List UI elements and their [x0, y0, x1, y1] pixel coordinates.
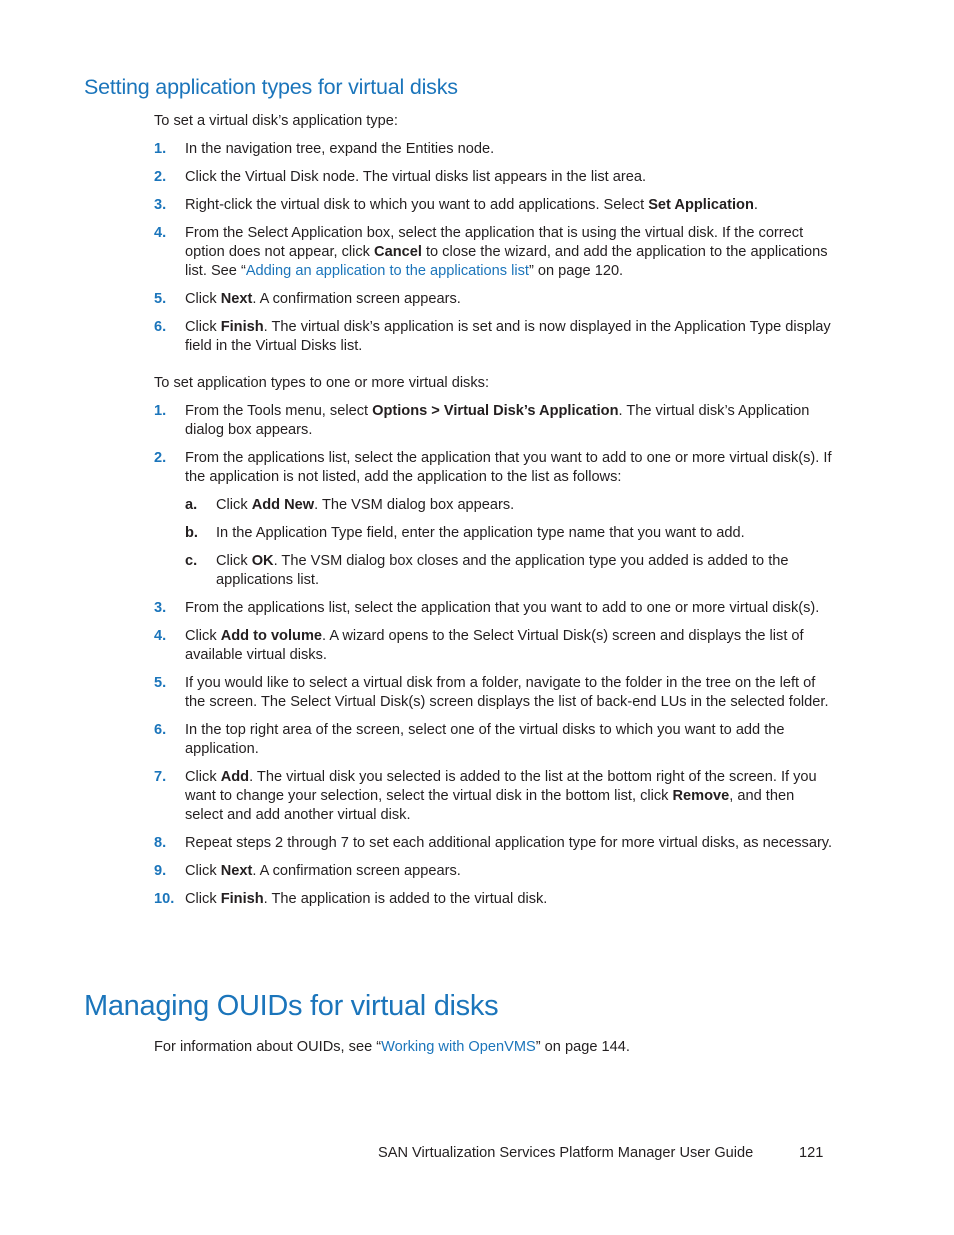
ui-term: Remove: [672, 788, 730, 804]
ui-term: Options > Virtual Disk’s Application: [372, 403, 619, 419]
step-number: 3.: [154, 600, 167, 616]
step-item: [154, 168, 834, 187]
step-number: 1.: [154, 141, 167, 157]
text-run: . The virtual disk you selected is added to the list at the bottom right of the screen. If you want to change your selection, select the virtual disk in the bottom list, click: [185, 769, 817, 804]
ui-term: Finish: [220, 891, 264, 907]
substep-text: [216, 524, 834, 543]
procedure-list: [154, 140, 834, 365]
intro-text: To set a virtual disk’s application type:: [154, 113, 398, 129]
text-run: Click: [185, 628, 221, 644]
step-item: [154, 449, 834, 590]
step-number: 10.: [154, 891, 175, 907]
text-run: Click: [185, 319, 221, 335]
ui-term: Finish: [220, 319, 264, 335]
step-number: 2.: [154, 169, 167, 185]
step-text: [185, 290, 834, 309]
step-number: 1.: [154, 403, 167, 419]
step-number: 6.: [154, 319, 167, 335]
text-run: From the Select Application box, select the application that is using the virtual disk. If the correct option does not appear, click: [185, 225, 804, 260]
step-text: [185, 862, 834, 881]
substep-letter: c.: [185, 553, 198, 569]
step-number: 9.: [154, 863, 167, 879]
text-run: In the top right area of the screen, select one of the virtual disks to which you want to add the application.: [185, 722, 785, 757]
step-text: [185, 402, 834, 440]
step-number: 7.: [154, 769, 167, 785]
step-text: [185, 674, 834, 712]
step-number: 4.: [154, 628, 167, 644]
section-heading: Managing OUIDs for virtual disks: [84, 990, 499, 1022]
ui-term: Add: [220, 769, 250, 785]
text-run: Right-click the virtual disk to which you want to add applications. Select: [185, 197, 649, 213]
substep-item: [185, 552, 834, 590]
step-item: [154, 402, 834, 440]
substep-letter: a.: [185, 497, 198, 513]
footer-guide-title: SAN Virtualization Services Platform Manager User Guide: [378, 1145, 754, 1161]
text-run: ” on page 120.: [528, 263, 624, 279]
text-run: Click: [185, 863, 221, 879]
text-run: . A confirmation screen appears.: [252, 863, 461, 879]
ui-term: Next: [220, 863, 253, 879]
text-run: In the Application Type field, enter the application type name that you want to add.: [216, 525, 745, 541]
text-run: . The VSM dialog box appears.: [314, 497, 515, 513]
step-text: [185, 627, 834, 665]
text-run: . A wizard opens to the Select Virtual Disk(s) screen and displays the list of available virtual disks.: [185, 628, 804, 663]
step-item: [154, 318, 834, 356]
step-text: [185, 599, 834, 618]
text-run: Click: [216, 553, 252, 569]
ui-term: Next: [220, 291, 253, 307]
text-run: From the Tools menu, select: [185, 403, 373, 419]
step-text: [185, 318, 834, 356]
text-run: From the applications list, select the application that you want to add to one or more virtual disk(s).: [185, 600, 820, 616]
text-run: . A confirmation screen appears.: [252, 291, 461, 307]
step-item: [154, 140, 834, 159]
step-text: [185, 140, 834, 159]
step-item: [154, 834, 834, 853]
step-item: [154, 290, 834, 309]
substep-item: [185, 496, 834, 515]
text-run: Click: [185, 291, 221, 307]
step-item: [154, 890, 834, 909]
cross-reference-link[interactable]: Adding an application to the applications list: [245, 263, 529, 279]
text-run: Click: [185, 769, 221, 785]
ouid-paragraph: [154, 1038, 834, 1057]
step-number: 3.: [154, 197, 167, 213]
step-number: 6.: [154, 722, 167, 738]
step-item: [154, 599, 834, 618]
step-text: [185, 768, 834, 825]
text-run: ” on page 144.: [535, 1039, 630, 1055]
procedure-list: [154, 402, 834, 918]
step-number: 2.: [154, 450, 167, 466]
ui-term: Set Application: [648, 197, 754, 213]
text-run: Click: [185, 891, 221, 907]
text-run: In the navigation tree, expand the Entities node.: [185, 141, 495, 157]
text-run: For information about OUIDs, see “: [154, 1039, 382, 1055]
substep-text: [216, 552, 834, 590]
step-text: [185, 834, 834, 853]
substep-list: [185, 496, 834, 590]
step-item: [154, 196, 834, 215]
step-item: [154, 674, 834, 712]
text-run: If you would like to select a virtual disk from a folder, navigate to the folder in the tree on the left of the screen. The Select Virtual Disk(s) screen displays the list of back-end LUs in the selected folder.: [185, 675, 829, 710]
step-number: 4.: [154, 225, 167, 241]
step-number: 8.: [154, 835, 167, 851]
step-text: [185, 224, 834, 281]
substep-item: [185, 524, 834, 543]
page-number: 121: [799, 1145, 824, 1161]
ui-term: OK: [251, 553, 274, 569]
cross-reference-link[interactable]: Working with OpenVMS: [381, 1039, 536, 1055]
step-item: [154, 627, 834, 665]
step-item: [154, 721, 834, 759]
intro-text: To set application types to one or more virtual disks:: [154, 375, 490, 391]
step-number: 5.: [154, 675, 167, 691]
ui-term: Cancel: [374, 244, 422, 260]
text-run: Click the Virtual Disk node. The virtual disks list appears in the list area.: [185, 169, 646, 185]
step-text: [185, 168, 834, 187]
step-text: [185, 890, 834, 909]
step-text: [185, 721, 834, 759]
step-item: [154, 862, 834, 881]
ui-term: Add to volume: [220, 628, 323, 644]
step-number: 5.: [154, 291, 167, 307]
step-text: [185, 449, 834, 487]
text-run: . The virtual disk’s application is set and is now displayed in the Application Type display field in the Virtual Disks list.: [185, 319, 831, 354]
text-run: .: [753, 197, 758, 213]
substep-letter: b.: [185, 525, 198, 541]
text-run: Click: [216, 497, 252, 513]
text-run: From the applications list, select the application that you want to add to one or more virtual disk(s). If the application is not listed, add the application to the list as follows:: [185, 450, 832, 485]
substep-text: [216, 496, 834, 515]
text-run: . The VSM dialog box closes and the application type you added is added to the applications list.: [216, 553, 789, 588]
text-run: to close the wizard, and add the application to the applications list. See “: [185, 244, 828, 279]
text-run: . The virtual disk’s Application dialog box appears.: [185, 403, 810, 438]
step-item: [154, 224, 834, 281]
step-text: [185, 196, 834, 215]
section-heading: Setting application types for virtual disks: [84, 75, 458, 99]
step-item: [154, 768, 834, 825]
text-run: Repeat steps 2 through 7 to set each additional application type for more virtual disks, as necessary.: [185, 835, 833, 851]
ui-term: Add New: [251, 497, 315, 513]
text-run: . The application is added to the virtual disk.: [263, 891, 548, 907]
text-run: , and then select and add another virtual disk.: [185, 788, 795, 823]
